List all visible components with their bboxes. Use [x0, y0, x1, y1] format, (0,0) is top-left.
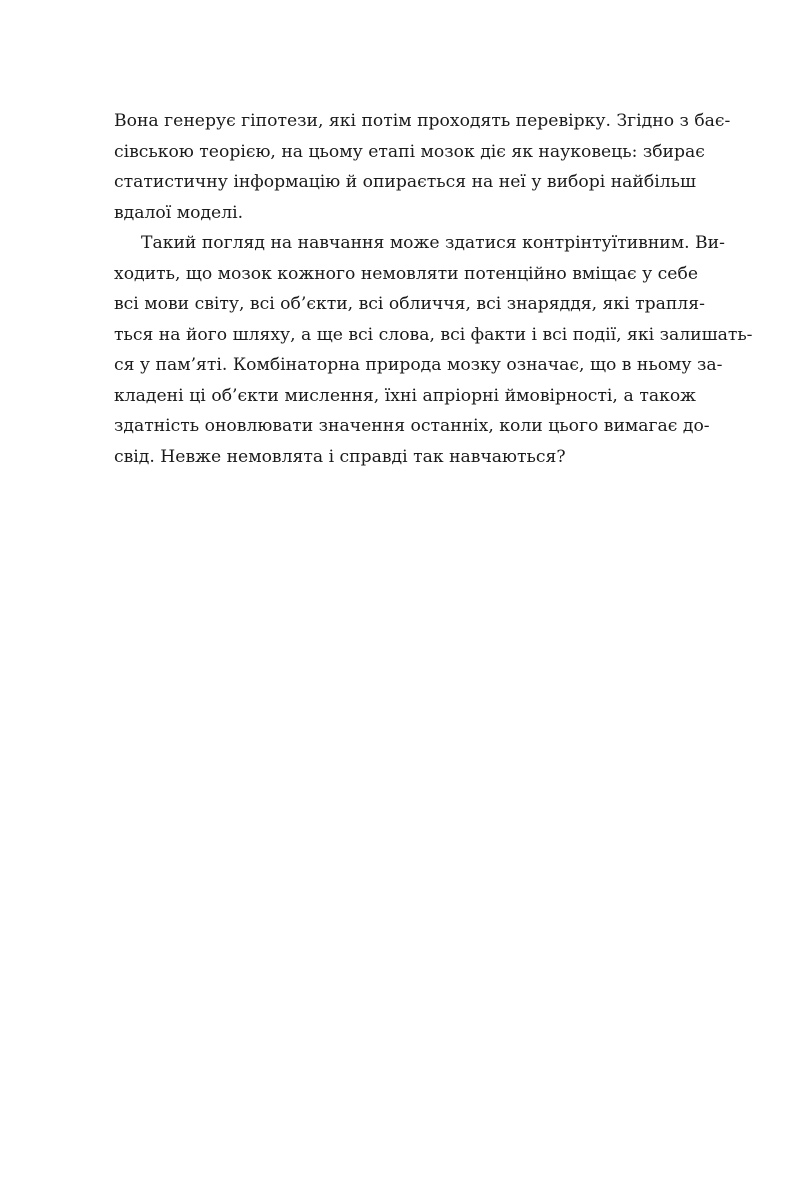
text-line: ходить, що мозок кожного немовляти потенційно вміщає у себе	[114, 263, 698, 284]
text-line: сівською теорією, на цьому етапі мозок діє як науковець: збирає	[114, 141, 705, 162]
text-line: ся у пам’яті. Комбінаторна природа мозку означає, що в ньому за-	[114, 355, 723, 375]
paragraph-1	[114, 106, 731, 228]
text-line: ться на його шляху, а ще всі слова, всі факти і всі події, які залишать-	[114, 324, 753, 345]
text-line: Такий погляд на навчання може здатися контрінтуїтивним. Ви-	[141, 233, 725, 253]
text-line: статистичну інформацію й опирається на неї у виборі найбільш	[114, 172, 696, 192]
text-line: Вона генерує гіпотези, які потім проходять перевірку. Згідно з бає-	[114, 111, 731, 131]
text-line: здатність оновлювати значення останніх, коли цього вимагає до-	[114, 416, 710, 436]
text-line: кладені ці об’єкти мислення, їхні апріорні ймовірності, а також	[114, 385, 696, 406]
text-line: свід. Невже немовлята і справді так навчаються?	[114, 446, 566, 467]
text-line: всі мови світу, всі об’єкти, всі обличчя, всі знаряддя, які трапля-	[114, 294, 705, 314]
paragraph-2	[114, 228, 753, 472]
text-line: вдалої моделі.	[114, 202, 244, 223]
body-text	[114, 106, 753, 472]
